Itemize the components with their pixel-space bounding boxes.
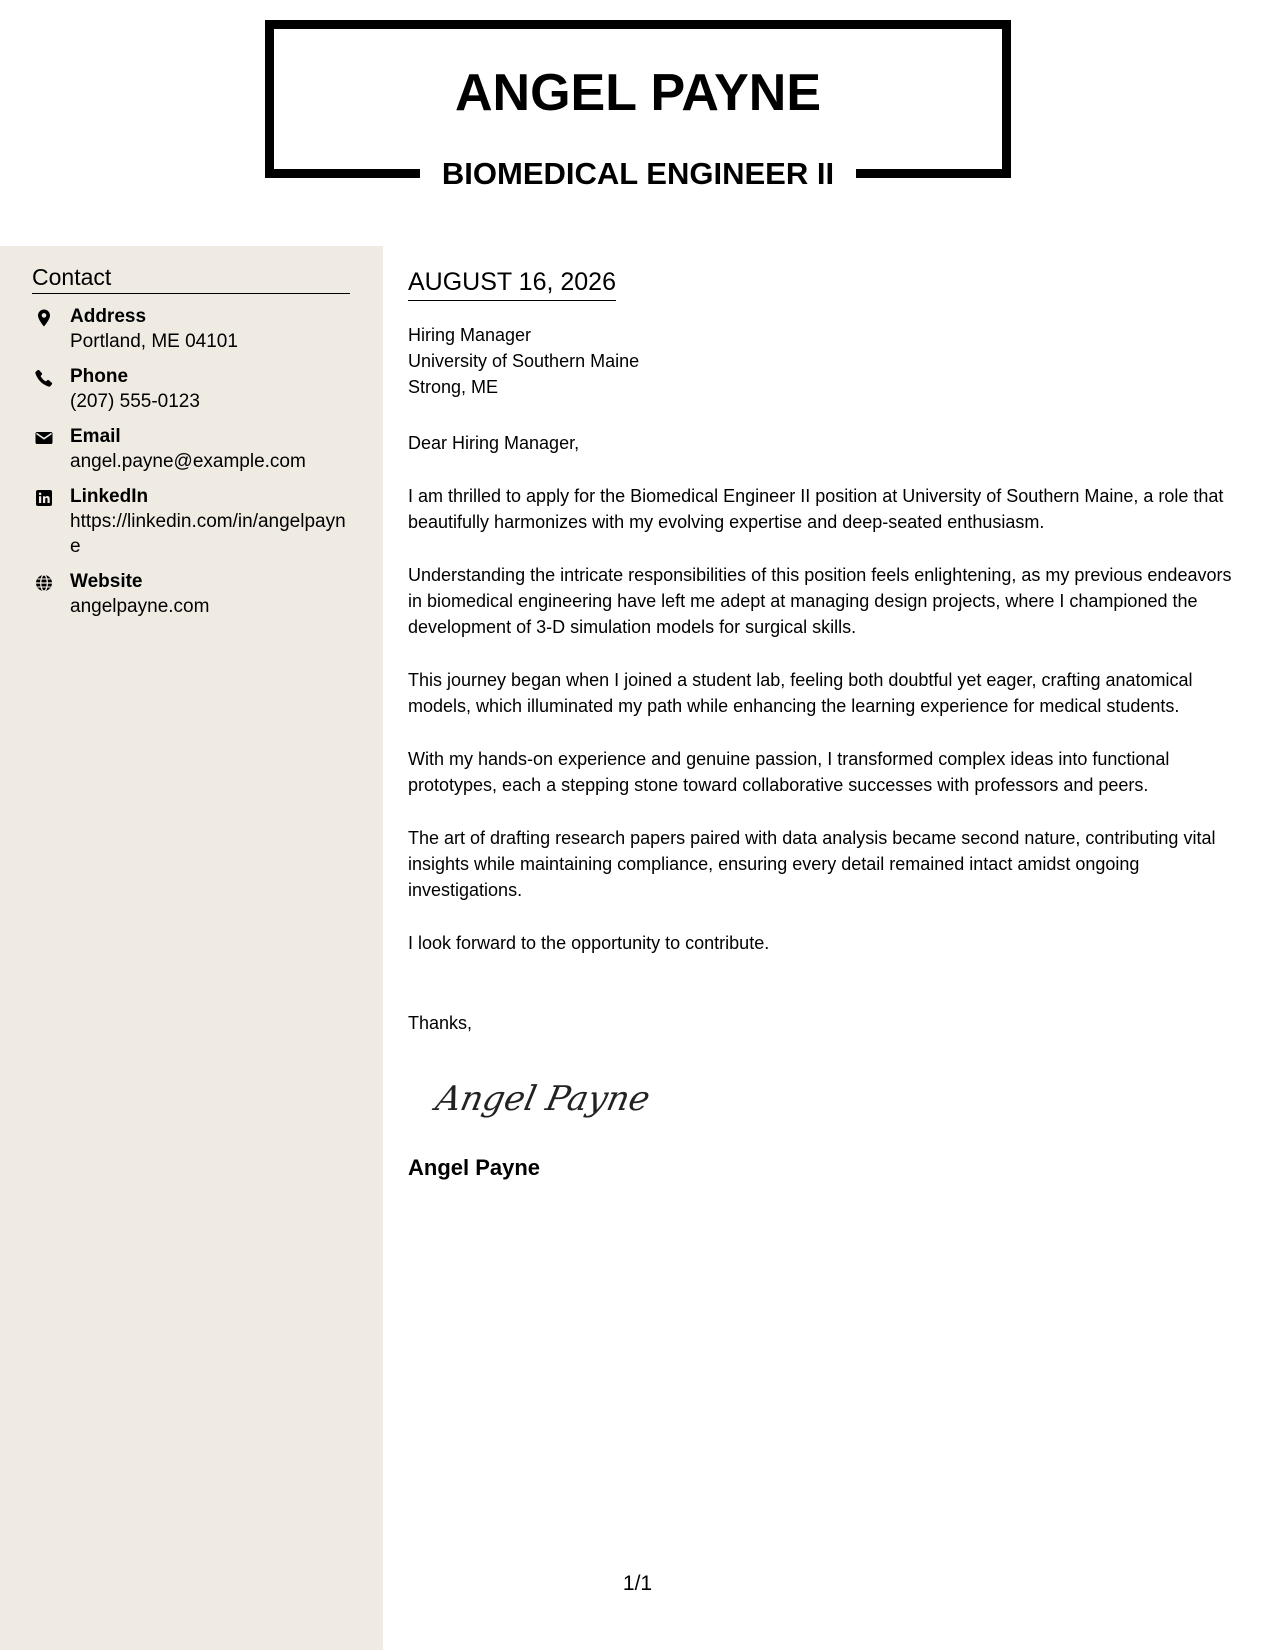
recipient-line: University of Southern Maine [408,351,640,371]
letter-paragraph: I look forward to the opportunity to contribute. [408,933,770,953]
letter-paragraphs [408,430,1238,983]
signature-text: Angel Payne [432,1079,654,1119]
recipient-line: Strong, ME [408,377,499,397]
letter-paragraph: With my hands-on experience and genuine passion, I transformed complex ideas into functional prototypes, each a stepping stone toward collaborative successes with professors and peers. [408,749,1170,795]
candidate-name: ANGEL PAYNE [454,64,822,122]
letter-paragraph: I am thrilled to apply for the Biomedical Engineer II position at University of Southern Maine, a role that beautifully harmonizes with my evolving expertise and deep-seated enthusiasm. [408,486,1224,532]
contact-list [32,304,354,629]
letter-paragraph: This journey began when I joined a student lab, feeling both doubtful yet eager, crafting anatomical models, which illuminated my path while enhancing the learning experience for medical students. [408,670,1193,716]
phone-icon [34,368,54,388]
salutation: Dear Hiring Manager, [408,433,580,453]
linkedin-link[interactable]: https://linkedin.com/in/angelpayne [70,511,346,557]
contact-sidebar [0,246,383,1650]
contact-heading: Contact [32,262,350,294]
contact-item-email [32,424,354,474]
closing: Thanks, [408,1013,473,1033]
recipient-block [408,322,639,400]
signer-name: Angel Payne [408,1155,541,1180]
letter-paragraph: Understanding the intricate responsibilities of this position feels enlightening, as my previous endeavors in biomedical engineering have left me adept at managing design projects, where I championed the development of 3-D simulation models for surgical skills. [408,565,1232,637]
handwritten-signature [430,1064,660,1134]
website-link[interactable]: angelpayne.com [70,596,210,617]
letter-paragraph: The art of drafting research papers paired with data analysis became second nature, contributing vital insights while maintaining compliance, ensuring every detail remained intact amidst ongoing investigations. [408,828,1216,900]
contact-label: Address [70,306,147,327]
contact-item-address [32,304,354,354]
page-number: 1/1 [622,1572,653,1595]
email-link[interactable]: angel.payne@example.com [70,451,306,472]
contact-label: Email [70,426,121,447]
globe-icon [34,573,54,593]
recipient-line: Hiring Manager [408,325,532,345]
contact-label: LinkedIn [70,486,149,507]
letter-date: AUGUST 16, 2026 [408,266,616,301]
contact-item-linkedin [32,484,354,559]
contact-label: Phone [70,366,129,387]
map-pin-icon [34,308,54,328]
job-title: BIOMEDICAL ENGINEER II [441,156,835,191]
job-title-container [420,150,856,198]
contact-label: Website [70,571,143,592]
phone-value: (207) 555-0123 [70,391,200,412]
address-value: Portland, ME 04101 [70,331,238,352]
linkedin-icon [34,488,54,508]
contact-item-website [32,569,354,619]
envelope-icon [34,428,54,448]
contact-item-phone [32,364,354,414]
